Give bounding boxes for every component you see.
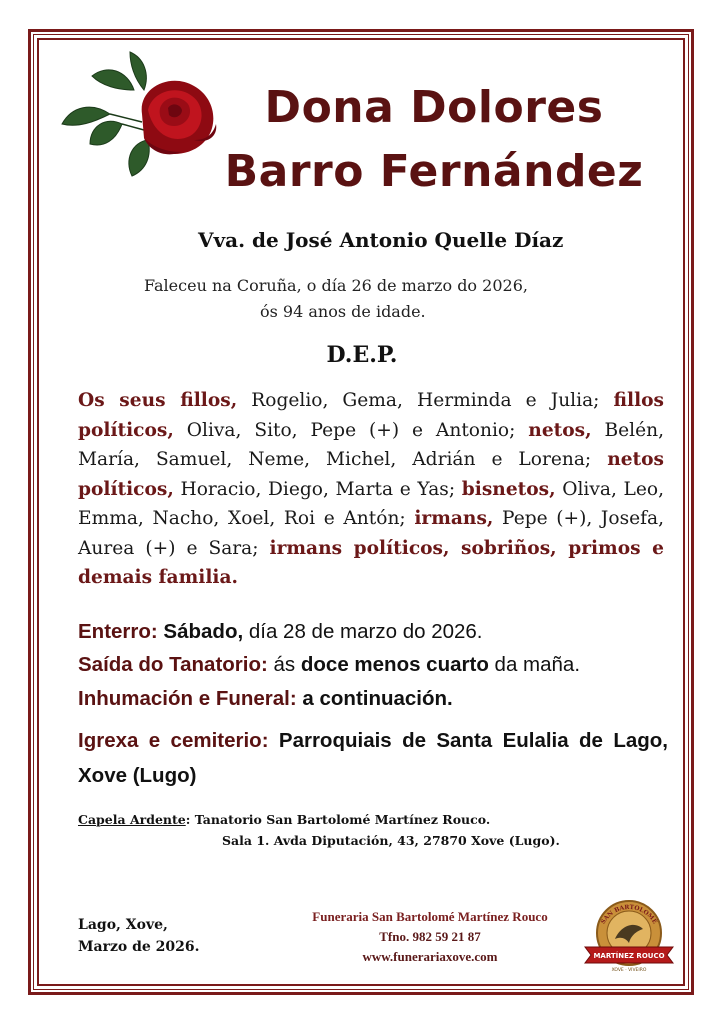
- family-text: Belén, María, Samuel, Neme, Michel, Adrián e Lorena;: [78, 419, 664, 470]
- saida-post: da maña.: [488, 653, 581, 676]
- funeral-home-name: Funeraria San Bartolomé Martínez Rouco: [312, 909, 548, 924]
- inhumacion-value: a continuación.: [296, 687, 453, 710]
- family-label: irmans,: [414, 508, 494, 529]
- enterro-line: [78, 620, 668, 644]
- enterro-label: Enterro:: [78, 620, 158, 643]
- funeral-home-info: [280, 907, 580, 967]
- funeral-home-seal-icon: [581, 895, 677, 975]
- family-label: irmans políticos, sobriños, primos e demais familia.: [78, 537, 664, 588]
- funeral-home-web: www.funerariaxove.com: [362, 949, 498, 964]
- enterro-day: Sábado,: [157, 620, 244, 643]
- saida-line: [78, 653, 668, 677]
- deceased-name-line2: Barro Fernández: [224, 146, 644, 197]
- family-text: Horacio, Diego, Marta e Yas;: [173, 478, 462, 500]
- deceased-name-line1: Dona Dolores: [264, 82, 604, 133]
- seal-bottom-text: XOVE · VIVEIRO: [611, 968, 647, 973]
- death-info-line2: ós 94 anos de idade.: [260, 302, 426, 321]
- place-line: Lago, Xove,: [78, 917, 168, 933]
- family-label: Os seus fillos,: [78, 390, 238, 411]
- widow-of: Vva. de José Antonio Quelle Díaz: [198, 228, 564, 252]
- capela-ardente-line1: [78, 812, 490, 827]
- dep-heading: D.E.P.: [326, 342, 398, 368]
- saida-label: Saída do Tanatorio:: [78, 653, 268, 676]
- funeral-home-phone: Tfno. 982 59 21 87: [379, 929, 481, 944]
- red-rose-icon: [52, 44, 222, 184]
- seal-top-text: SAN BARTOLOMÉ: [599, 903, 659, 926]
- family-label: netos,: [528, 419, 592, 441]
- saida-time: doce menos cuarto: [300, 653, 489, 676]
- capela-label: Capela Ardente: [78, 812, 186, 827]
- date-line: Marzo de 2026.: [78, 939, 200, 955]
- capela-address-1: : Tanatorio San Bartolomé Martínez Rouco.: [185, 812, 491, 827]
- igrexa-line: [78, 723, 668, 793]
- family-label: netos políticos,: [78, 449, 664, 500]
- death-info-line1: Faleceu na Coruña, o día 26 de marzo do 2026,: [144, 276, 528, 295]
- family-paragraph: [78, 386, 664, 593]
- family-text: Oliva, Sito, Pepe (+) e Antonio;: [173, 419, 529, 441]
- igrexa-value: Parroquiais de Santa Eulalia de Lago, Xove (Lugo): [78, 729, 668, 787]
- family-text: Pepe (+), Josefa, Aurea (+) e Sara;: [78, 508, 665, 559]
- place-date: [78, 914, 200, 958]
- family-label: bisnetos,: [461, 478, 556, 500]
- seal-banner-text: MARTÍNEZ ROUCO: [593, 952, 665, 960]
- capela-address-2: Sala 1. Avda Diputación, 43, 27870 Xove (Lugo).: [222, 833, 560, 848]
- igrexa-label: Igrexa e cemiterio:: [78, 729, 269, 752]
- family-text: Oliva, Leo, Emma, Nacho, Xoel, Roi e Antón;: [78, 478, 664, 529]
- inhumacion-label: Inhumación e Funeral:: [78, 687, 297, 710]
- enterro-date: día 28 de marzo do 2026.: [243, 620, 483, 643]
- inhumacion-line: [78, 687, 668, 711]
- saida-pre: ás: [267, 653, 301, 676]
- family-label: fillos políticos,: [78, 390, 665, 441]
- family-text: Rogelio, Gema, Herminda e Julia;: [237, 390, 614, 411]
